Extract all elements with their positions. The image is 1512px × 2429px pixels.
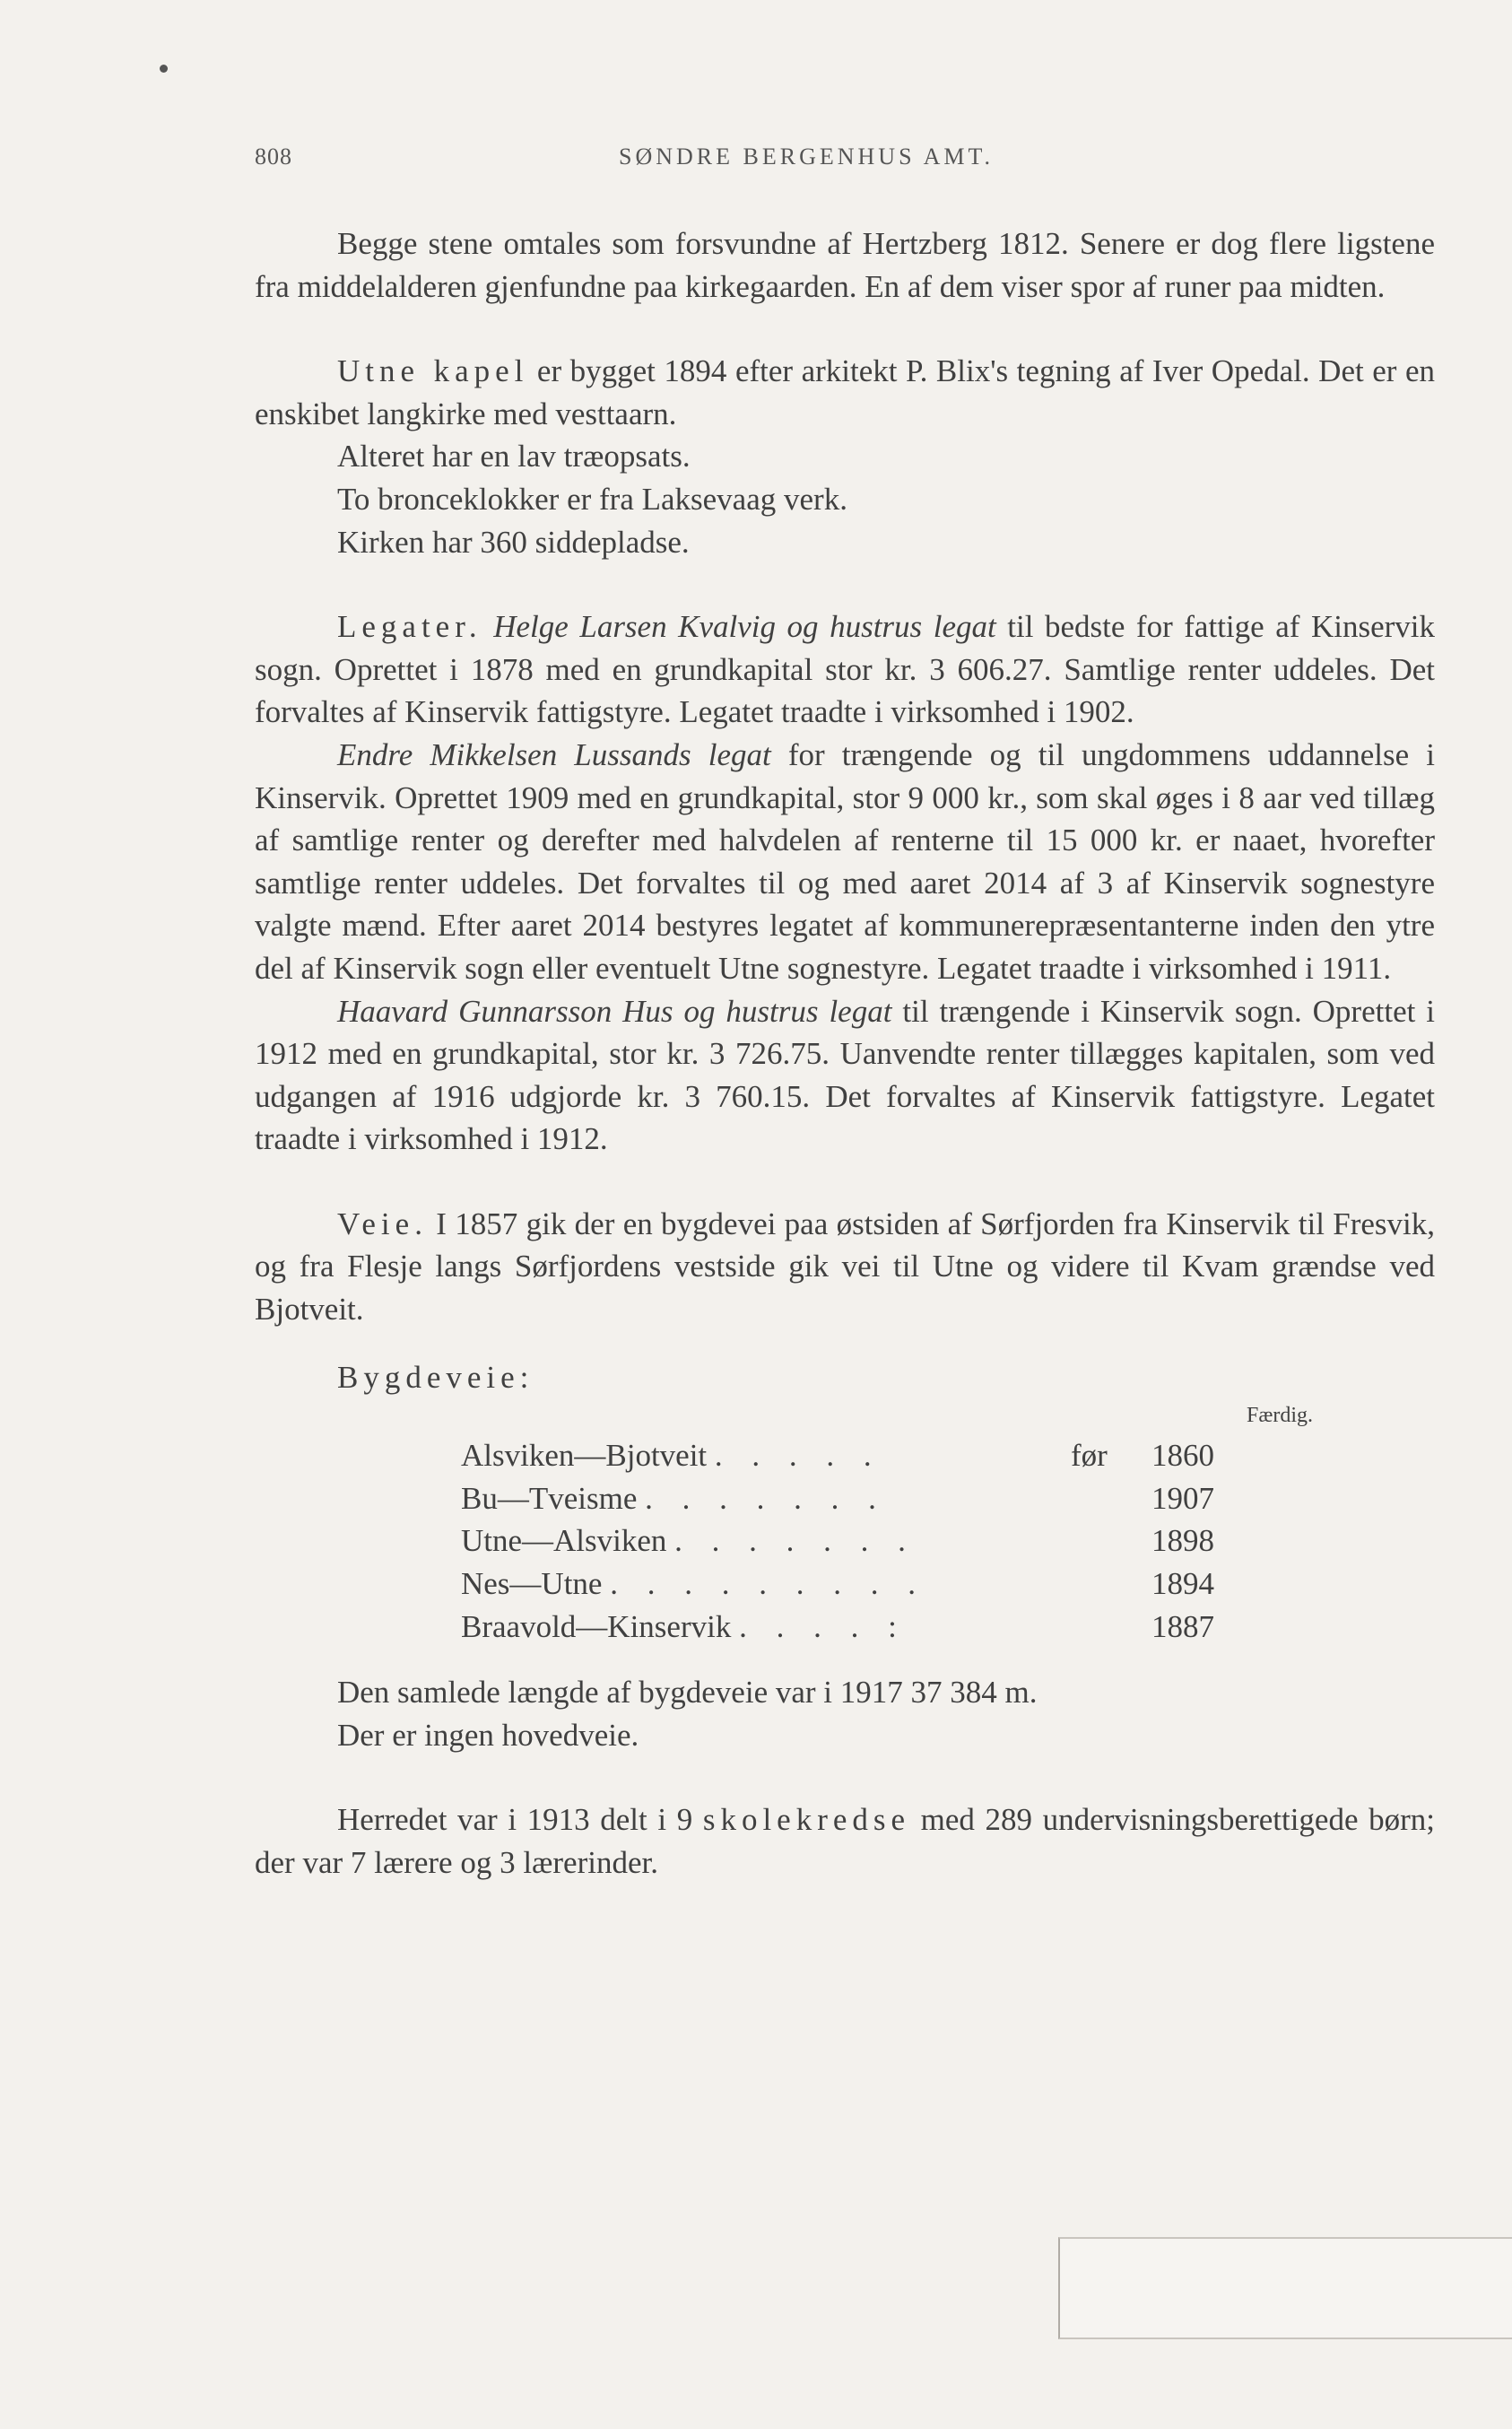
legat-name: Helge Larsen Kvalvig og hustrus legat	[493, 609, 996, 645]
page-body	[255, 222, 1435, 1885]
road-row	[461, 1434, 1214, 1477]
road-name	[461, 1519, 1071, 1563]
paper-label-mark	[1058, 2237, 1512, 2339]
paragraph: Begge stene omtales som forsvundne af Hertzberg 1812. Senere er dog flere ligstene fra middelalderen gjenfundne paa kirkegaarden. En af dem viser spor af runer paa midten.	[255, 226, 1435, 304]
road-year: 1907	[1151, 1480, 1214, 1516]
leader-dots: . . . . . . .	[645, 1480, 887, 1516]
paragraph: Kirken har 360 siddepladse.	[337, 524, 690, 560]
paragraph: Alteret har en lav træopsats.	[337, 439, 691, 474]
road-name-text: Utne—Alsviken	[461, 1523, 667, 1559]
road-name-text: Braavold—Kinservik	[461, 1608, 732, 1644]
road-row	[461, 1563, 1214, 1606]
leader-dots: . . . . . . .	[674, 1523, 917, 1559]
road-row	[461, 1477, 1214, 1520]
roads-section	[337, 1356, 1435, 1649]
paragraph-skole	[255, 1798, 1435, 1884]
paragraph-utne-kapel	[255, 350, 1435, 435]
paragraph-text: med 289 undervisningsberettigede børn; der var 7 lærere og 3 lærerinder.	[255, 1802, 1435, 1880]
ink-speck	[160, 65, 168, 73]
road-prefix	[1071, 1519, 1134, 1563]
section-head: skolekredse	[702, 1802, 911, 1838]
paragraph: To bronceklokker er fra Laksevaag verk.	[337, 481, 847, 517]
road-row	[461, 1519, 1214, 1563]
column-header-faerdig: Færdig.	[1246, 1404, 1313, 1428]
paragraph-text: Herredet var i 1913 delt i 9	[337, 1802, 703, 1838]
road-name	[461, 1434, 1071, 1477]
paragraph-legat	[255, 734, 1435, 990]
road-name-text: Bu—Tveisme	[461, 1480, 638, 1516]
road-prefix	[1071, 1563, 1134, 1606]
running-title: SØNDRE BERGENHUS AMT.	[619, 144, 994, 170]
road-prefix	[1071, 1477, 1134, 1520]
road-year: 1860	[1151, 1438, 1214, 1474]
legat-name: Endre Mikkelsen Lussands legat	[337, 736, 771, 772]
road-year: 1898	[1151, 1523, 1214, 1559]
section-head: Veie.	[337, 1206, 428, 1241]
road-prefix	[1071, 1606, 1134, 1649]
paragraph-legat	[255, 990, 1435, 1161]
roads-table	[461, 1434, 1214, 1648]
road-row	[461, 1606, 1214, 1649]
paragraph-text: til bedste for fattige af Kinservik sogn. Oprettet i 1878 med en grundkapital stor kr. 3 606.27. Samtlige renter uddeles. Det forvaltes af Kinservik fattigstyre. Legatet traadte i virksomhed i 1902.	[255, 609, 1435, 730]
paragraph-veie	[255, 1203, 1435, 1331]
page-number: 808	[255, 144, 292, 170]
paragraph: Der er ingen hovedveie.	[337, 1717, 639, 1753]
section-head: Legater.	[337, 609, 482, 645]
paragraph-text: til trængende i Kinservik sogn. Oprettet i 1912 med en grundkapital, stor kr. 3 726.75. Uanvendte renter tillægges kapitalen, som ved udgangen af 1916 udgjorde kr. 3 760.15. Det forvaltes af Kinservik fattigstyre. Legatet traadte i virksomhed i 1912.	[255, 993, 1435, 1157]
road-prefix: før	[1071, 1438, 1108, 1474]
road-name-text: Alsviken—Bjotveit	[461, 1438, 708, 1474]
leader-dots: . . . . :	[739, 1608, 908, 1644]
paragraph: Den samlede længde af bygdeveie var i 1917 37 384 m.	[337, 1675, 1038, 1711]
section-head: Utne kapel	[337, 353, 529, 389]
paragraph-text: for trængende og til ungdommens uddannelse i Kinservik. Oprettet 1909 med en grundkapital, stor 9 000 kr., som skal øges i 8 aar ved tillæg af samtlige renter og derefter med halvdelen af renterne til 15 000 kr. er naaet, hvorefter samtlige renter uddeles. Det forvaltes til og med aaret 2014 af 3 af Kinservik sognestyre valgte mænd. Efter aaret 2014 bestyres legatet af kommunerepræsentanterne inden den ytre del af Kinservik sogn eller eventuelt Utne sognestyre. Legatet traadte i virksomhed i 1911.	[255, 736, 1435, 986]
paragraph-text: I 1857 gik der en bygdevei paa østsiden af Sørfjorden fra Kinservik til Fresvik, og fra Flesje langs Sørfjordens vestside gik vei til Utne og videre til Kvam grændse ved Bjotveit.	[255, 1206, 1435, 1328]
road-year: 1887	[1151, 1608, 1214, 1644]
road-name-text: Nes—Utne	[461, 1566, 603, 1602]
paragraph-text: er bygget 1894 efter arkitekt P. Blix's tegning af Iver Opedal. Det er en enskibet langkirke med vesttaarn.	[255, 353, 1436, 431]
road-name	[461, 1563, 1071, 1606]
road-name	[461, 1477, 1071, 1520]
road-name	[461, 1606, 1071, 1649]
legat-name: Haavard Gunnarsson Hus og hustrus legat	[337, 993, 892, 1029]
leader-dots: . . . . . . . . .	[610, 1566, 926, 1602]
road-year: 1894	[1151, 1566, 1214, 1602]
leader-dots: . . . . .	[714, 1438, 882, 1474]
page-header	[255, 144, 1435, 179]
paragraph-legater	[255, 605, 1435, 734]
roads-title: Bygdeveie:	[337, 1359, 534, 1395]
